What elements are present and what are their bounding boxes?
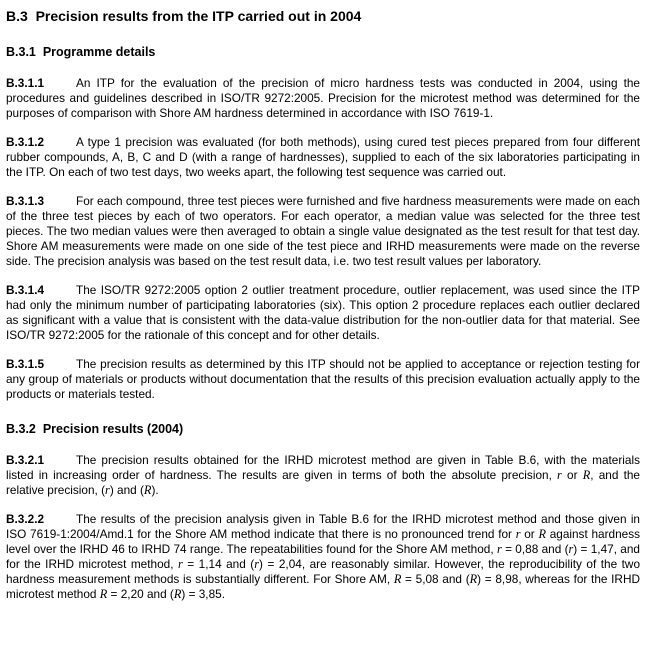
clause-text-b3-1-1: An ITP for the evaluation of the precision of micro hardness tests was conducted in 2004, using the procedures and guidelines described in ISO/TR 9272:2005. Precision for the microtest method was determined for the purposes of comparison with Shore AM hardness determined in accordance with ISO 7619-1. xyxy=(6,76,640,120)
clause-text-b3-2-2: The results of the precision analysis given in Table B.6 for the IRHD microtest method and those given in ISO 7619-1:2004/Amd.1 for the Shore AM method indicate that there is no pronounced trend for r or R against hardness level over the IRHD 46 to IRHD 74 range. The repeatabilities found for the Shore AM method, r = 0,88 and (r) = 1,47, and for the IRHD microtest method, r = 1,14 and (r) = 2,04, are reasonably similar. However, the reproducibility of the two hardness measurement methods is substantially different. For Shore AM, R = 5,08 and (R) = 8,98, whereas for the IRHD microtest method R = 2,20 and (R) = 3,85. xyxy=(6,512,641,601)
paragraph-b3-2-1 xyxy=(6,453,640,498)
paragraph-b3-1-1 xyxy=(6,76,640,121)
clause-text-b3-1-4: The ISO/TR 9272:2005 option 2 outlier treatment procedure, outlier replacement, was used since the ITP had only the minimum number of participating laboratories (six). This option 2 procedure replaces each outlier declared as significant with a value that is consistent with the data-value distribution for the non-outlier data for that material. See ISO/TR 9272:2005 for the rationale of this concept and for other details. xyxy=(6,283,640,342)
clause-text-b3-1-2: A type 1 precision was evaluated (for both methods), using cured test pieces prepared from four different rubber compounds, A, B, C and D (with a range of hardnesses), supplied to each of the six laboratories participating in the ITP. On each of two test days, two weeks apart, the following test sequence was carried out. xyxy=(6,135,640,179)
paragraph-b3-1-3 xyxy=(6,194,640,269)
clause-number-b3-2-1: B.3.2.1 xyxy=(6,453,45,467)
clause-number-b3-1-4: B.3.1.4 xyxy=(6,283,45,297)
clause-text-b3-1-5: The precision results as determined by this ITP should not be applied to acceptance or rejection testing for any group of materials or products without documentation that the results of this precision evaluation actually apply to the products or materials tested. xyxy=(6,357,640,401)
paragraph-b3-1-5 xyxy=(6,357,640,402)
clause-number-b3-1-3: B.3.1.3 xyxy=(6,194,45,208)
paragraph-b3-2-2 xyxy=(6,512,640,602)
clause-number-b3-1-2: B.3.1.2 xyxy=(6,135,45,149)
clause-number-b3-1-1: B.3.1.1 xyxy=(6,76,45,90)
heading-b3-1: B.3.1 Programme details xyxy=(6,45,156,59)
clause-text-b3-1-3: For each compound, three test pieces were furnished and five hardness measurements were made on each of the three test pieces by each of two operators. For each operator, a median value was selected for the three test pieces. The two median values were then averaged to obtain a single value designated as the test result for that test day. Shore AM measurements were made on one side of the test piece and IRHD measurements were made on the reverse side. The precision analysis was based on the test result data, i.e. two test result values per laboratory. xyxy=(6,194,640,268)
paragraph-b3-1-2 xyxy=(6,135,640,180)
heading-b3-2: B.3.2 Precision results (2004) xyxy=(6,422,184,436)
paragraph-b3-1-4 xyxy=(6,283,640,343)
heading-b3: B.3 Precision results from the ITP carried out in 2004 xyxy=(6,8,362,24)
clause-text-b3-2-1: The precision results obtained for the IRHD microtest method are given in Table B.6, with the materials listed in increasing order of hardness. The results are given in terms of both the absolute precision, r or R, and the relative precision, (r) and (R). xyxy=(6,453,640,497)
clause-number-b3-1-5: B.3.1.5 xyxy=(6,357,45,371)
clause-number-b3-2-2: B.3.2.2 xyxy=(6,512,45,526)
